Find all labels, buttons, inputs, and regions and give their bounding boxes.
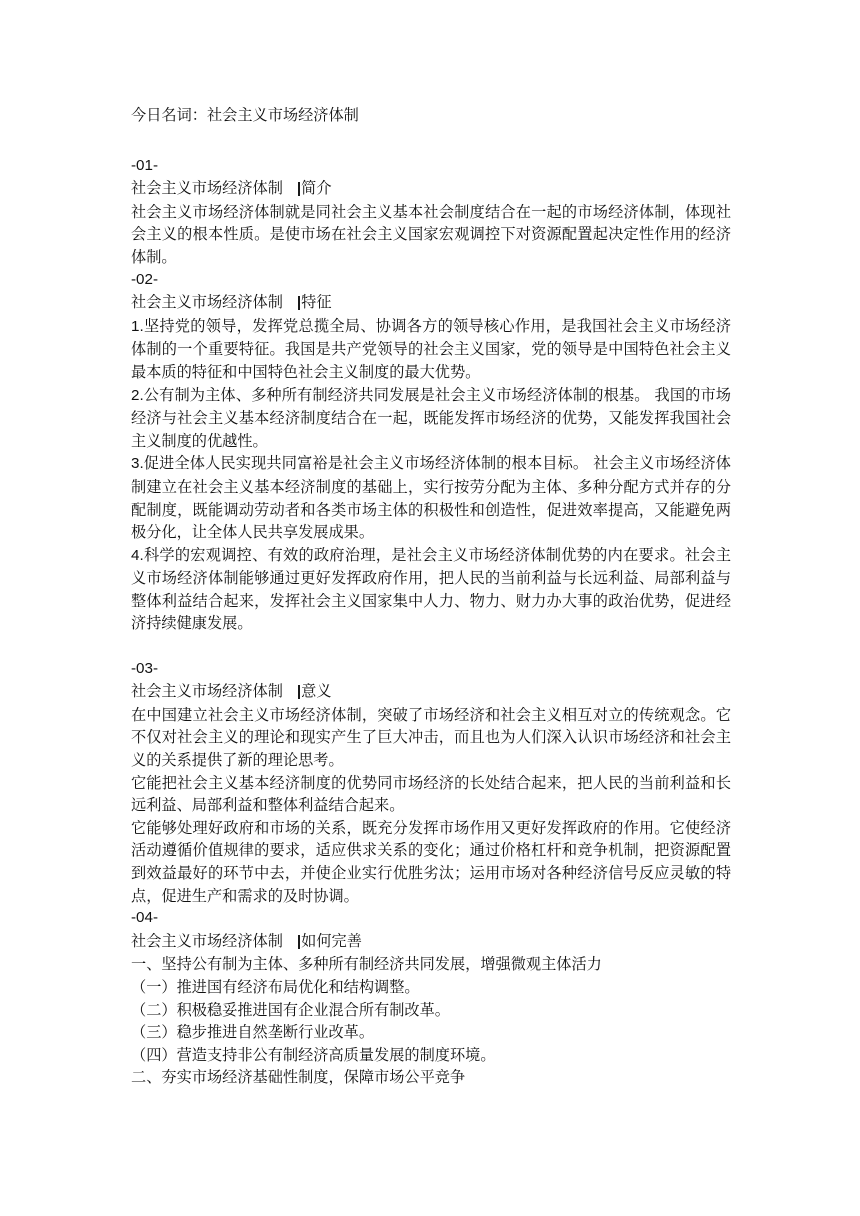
paragraph: 社会主义市场经济体制就是同社会主义基本社会制度结合在一起的市场经济体制，体现社会主义的根本性质。是使市场在社会主义国家宏观调控下对资源配置起决定性作用的经济体制。 (131, 202, 731, 266)
document-page (131, 104, 731, 1089)
paragraph: 在中国建立社会主义市场经济体制，突破了市场经济和社会主义相互对立的传统观念。它不仅对社会主义的理论和现实产生了巨大冲击，而且也为人们深入认识市场经济和社会主义的关系提供了新的理论思考。 (131, 705, 731, 770)
feature-item (131, 315, 731, 384)
section-heading-subtitle: 意义 (301, 682, 332, 701)
paragraph: 它能把社会主义基本经济制度的优势同市场经济的长处结合起来，把人民的当前利益和长远利益、局部利益和整体利益结合起来。 (131, 773, 731, 815)
section-heading-divider: | (296, 180, 302, 198)
feature-item-number: 3. (131, 455, 144, 473)
section-heading-topic: 社会主义市场经济体制 (131, 179, 283, 198)
section-heading-topic: 社会主义市场经济体制 (131, 682, 283, 701)
list-item: （一）推进国有经济布局优化和结构调整。 (131, 977, 420, 996)
section-heading-subtitle: 特征 (301, 293, 332, 312)
section-heading-subtitle: 简介 (301, 179, 332, 198)
list-item: 二、夯实市场经济基础性制度，保障市场公平竞争 (131, 1068, 466, 1087)
feature-item-text: 公有制为主体、多种所有制经济共同发展是社会主义市场经济体制的根基。 我国的市场经济与社会主义基本经济制度结合在一起，既能发挥市场经济的优势，又能发挥我国社会主义制度的优越性。 (131, 385, 731, 450)
section-heading (131, 291, 731, 315)
feature-item (131, 384, 731, 453)
section-number: -03- (131, 659, 159, 677)
blank-line (131, 635, 731, 658)
feature-item-text: 促进全体人民实现共同富裕是社会主义市场经济体制的根本目标。 社会主义市场经济体制建立在社会主义基本经济制度的基础上，实行按劳分配为主体、多种分配方式并存的分配制度，既能调动劳动者和各类市场主体的积极性和创造性，促进效率提高，又能避免两极分化，让全体人民共享发展成果。 (131, 454, 731, 542)
section-heading-topic: 社会主义市场经济体制 (131, 931, 283, 950)
section-heading-subtitle: 如何完善 (301, 931, 362, 950)
section-number: -02- (131, 270, 159, 288)
section-heading-divider: | (296, 683, 302, 701)
feature-item-number: 4. (131, 546, 144, 564)
section-heading (131, 680, 731, 704)
section-number: -01- (131, 156, 159, 174)
section-number: -04- (131, 909, 159, 927)
feature-item (131, 452, 731, 543)
list-item: 一、坚持公有制为主体、多种所有制经济共同发展，增强微观主体活力 (131, 955, 602, 974)
section-heading-topic: 社会主义市场经济体制 (131, 293, 283, 312)
feature-item (131, 544, 731, 635)
list-item: （二）积极稳妥推进国有企业混合所有制改革。 (131, 1000, 450, 1019)
feature-item-number: 2. (131, 386, 144, 404)
section-heading (131, 930, 731, 954)
paragraph: 它能够处理好政府和市场的关系，既充分发挥市场作用又更好发挥政府的作用。它使经济活动遵循价值规律的要求，适应供求关系的变化；通过价格杠杆和竞争机制，把资源配置到效益最好的环节中去，并使企业实行优胜劣汰；运用市场对各种经济信号反应灵敏的特点，促进生产和需求的及时协调。 (131, 818, 731, 905)
document-title: 今日名词：社会主义市场经济体制 (131, 106, 359, 124)
list-item: （三）稳步推进自然垄断行业改革。 (131, 1023, 374, 1042)
feature-item-number: 1. (131, 317, 144, 335)
feature-item-text: 坚持党的领导，发挥党总揽全局、协调各方的领导核心作用，是我国社会主义市场经济体制的一个重要特征。我国是共产党领导的社会主义国家，党的领导是中国特色社会主义最本质的特征和中国特色社会主义制度的最大优势。 (131, 316, 731, 381)
section-heading-divider: | (296, 294, 302, 312)
section-heading (131, 177, 731, 201)
list-item: （四）营造支持非公有制经济高质量发展的制度环境。 (131, 1045, 496, 1064)
section-heading-divider: | (296, 932, 302, 950)
feature-item-text: 科学的宏观调控、有效的政府治理，是社会主义市场经济体制优势的内在要求。社会主义市场经济体制能够通过更好发挥政府作用，把人民的当前利益与长远利益、局部利益与整体利益结合起来，发挥社会主义国家集中人力、物力、财力办大事的政治优势，促进经济持续健康发展。 (131, 545, 731, 633)
